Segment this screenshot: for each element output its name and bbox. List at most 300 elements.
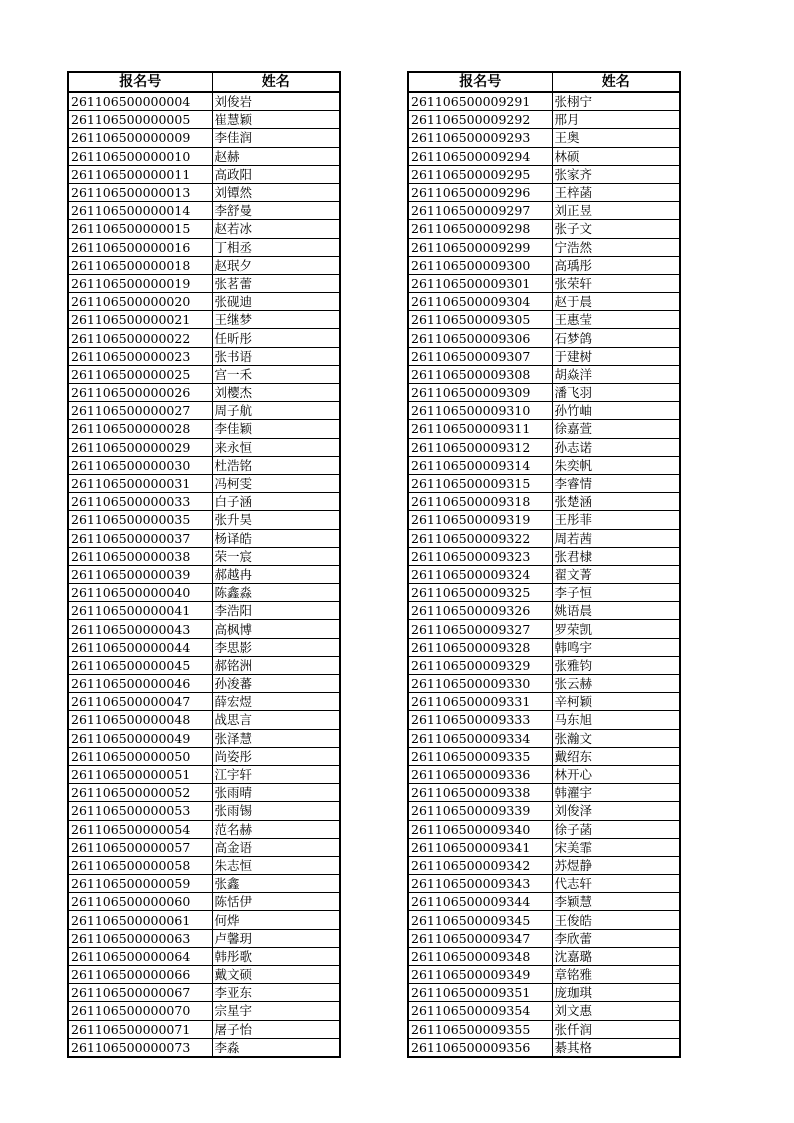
registration-number-cell: 261106500000031 [68,474,212,492]
name-cell: 高政阳 [212,165,340,183]
registration-number-cell: 261106500009348 [408,947,552,965]
registration-number-cell: 261106500009349 [408,966,552,984]
name-cell: 张雨锡 [212,802,340,820]
name-cell: 宗星宇 [212,1002,340,1020]
name-cell: 戴文硕 [212,966,340,984]
table-row [408,1038,680,1057]
registration-number-cell: 261106500000013 [68,183,212,201]
registration-number-cell: 261106500009329 [408,656,552,674]
table-header-row [68,72,340,92]
registration-number-cell: 261106500000071 [68,1020,212,1038]
registration-number-cell: 261106500009324 [408,565,552,583]
name-cell: 刘正昱 [552,202,680,220]
table-row [68,384,340,402]
registration-number-cell: 261106500000022 [68,329,212,347]
table-row [68,620,340,638]
name-cell: 罗荣凯 [552,620,680,638]
roster-table-left [67,71,341,1058]
table-row [68,656,340,674]
name-cell: 李颖慧 [552,893,680,911]
table-row [408,856,680,874]
registration-number-cell: 261106500000038 [68,547,212,565]
name-cell: 白子涵 [212,493,340,511]
name-cell: 崔慧颖 [212,111,340,129]
registration-number-cell: 261106500009333 [408,711,552,729]
registration-number-cell: 261106500000021 [68,311,212,329]
name-cell: 尚姿彤 [212,747,340,765]
registration-number-cell: 261106500009291 [408,92,552,111]
name-cell: 张茗蕾 [212,274,340,292]
registration-number-cell: 261106500000070 [68,1002,212,1020]
table-row [68,565,340,583]
registration-number-cell: 261106500009311 [408,420,552,438]
name-cell: 王奥 [552,129,680,147]
name-cell: 王彤菲 [552,511,680,529]
name-cell: 张瀚文 [552,729,680,747]
registration-number-cell: 261106500009341 [408,838,552,856]
table-row [408,729,680,747]
name-cell: 杜浩铭 [212,456,340,474]
name-cell: 于建树 [552,347,680,365]
table-row [408,893,680,911]
name-cell: 王俊皓 [552,911,680,929]
name-cell: 张荣轩 [552,274,680,292]
name-cell: 孙浚蕃 [212,675,340,693]
registration-number-cell: 261106500000073 [68,1038,212,1057]
table-row [408,656,680,674]
name-cell: 张雅钧 [552,656,680,674]
table-row [68,984,340,1002]
header-registration-number: 报名号 [68,72,212,92]
table-row [68,547,340,565]
name-cell: 李浩阳 [212,602,340,620]
table-row [408,402,680,420]
registration-number-cell: 261106500009328 [408,638,552,656]
table-row [408,438,680,456]
name-cell: 章铭雅 [552,966,680,984]
registration-number-cell: 261106500000011 [68,165,212,183]
registration-number-cell: 261106500009335 [408,747,552,765]
table-row [68,202,340,220]
name-cell: 张泽慧 [212,729,340,747]
table-row [68,529,340,547]
registration-number-cell: 261106500000010 [68,147,212,165]
registration-number-cell: 261106500009306 [408,329,552,347]
registration-number-cell: 261106500000037 [68,529,212,547]
table-row [408,966,680,984]
table-row [408,129,680,147]
name-cell: 韩彤歌 [212,947,340,965]
table-row [408,1020,680,1038]
table-row [68,802,340,820]
name-cell: 戴绍东 [552,747,680,765]
name-cell: 沈嘉璐 [552,947,680,965]
header-registration-number: 报名号 [408,72,552,92]
table-row [68,493,340,511]
registration-number-cell: 261106500009294 [408,147,552,165]
name-cell: 李欣蕾 [552,929,680,947]
table-row [68,693,340,711]
registration-number-cell: 261106500000057 [68,838,212,856]
registration-number-cell: 261106500009296 [408,183,552,201]
table-row [408,711,680,729]
table-row [408,765,680,783]
registration-number-cell: 261106500000043 [68,620,212,638]
name-cell: 张云赫 [552,675,680,693]
table-row [408,802,680,820]
name-cell: 张仟润 [552,1020,680,1038]
table-row [408,784,680,802]
registration-number-cell: 261106500000020 [68,293,212,311]
table-row [68,402,340,420]
name-cell: 李佳润 [212,129,340,147]
registration-number-cell: 261106500000009 [68,129,212,147]
registration-number-cell: 261106500009307 [408,347,552,365]
table-row [408,547,680,565]
name-cell: 潘飞羽 [552,384,680,402]
registration-number-cell: 261106500000063 [68,929,212,947]
name-cell: 刘樱杰 [212,384,340,402]
registration-number-cell: 261106500009325 [408,584,552,602]
table-row [408,602,680,620]
registration-number-cell: 261106500009355 [408,1020,552,1038]
registration-number-cell: 261106500000049 [68,729,212,747]
table-row [408,384,680,402]
registration-number-cell: 261106500000019 [68,274,212,292]
name-cell: 李淼 [212,1038,340,1057]
table-row [68,111,340,129]
name-cell: 张书语 [212,347,340,365]
name-cell: 江宇轩 [212,765,340,783]
registration-number-cell: 261106500009295 [408,165,552,183]
registration-number-cell: 261106500009314 [408,456,552,474]
registration-number-cell: 261106500000028 [68,420,212,438]
table-row [68,129,340,147]
name-cell: 张雨晴 [212,784,340,802]
table-row [68,147,340,165]
registration-number-cell: 261106500000039 [68,565,212,583]
registration-number-cell: 261106500009326 [408,602,552,620]
registration-number-cell: 261106500000005 [68,111,212,129]
name-cell: 刘镡然 [212,183,340,201]
registration-number-cell: 261106500009299 [408,238,552,256]
registration-number-cell: 261106500009304 [408,293,552,311]
name-cell: 来永恒 [212,438,340,456]
registration-number-cell: 261106500009345 [408,911,552,929]
table-row [68,511,340,529]
table-row [408,92,680,111]
name-cell: 杨译皓 [212,529,340,547]
registration-number-cell: 261106500009300 [408,256,552,274]
name-cell: 王梓菡 [552,183,680,201]
roster-body-right [408,92,680,1057]
registration-number-cell: 261106500009292 [408,111,552,129]
name-cell: 韩濯宇 [552,784,680,802]
name-cell: 张子文 [552,220,680,238]
table-row [408,274,680,292]
table-row [68,274,340,292]
name-cell: 战思言 [212,711,340,729]
table-row [408,293,680,311]
table-row [408,238,680,256]
table-row [68,183,340,201]
table-row [68,966,340,984]
name-cell: 王惠莹 [552,311,680,329]
name-cell: 卢馨玥 [212,929,340,947]
name-cell: 辛柯颖 [552,693,680,711]
header-name: 姓名 [552,72,680,92]
registration-number-cell: 261106500000060 [68,893,212,911]
name-cell: 徐嘉萱 [552,420,680,438]
table-row [408,693,680,711]
registration-number-cell: 261106500000044 [68,638,212,656]
name-cell: 綦其格 [552,1038,680,1057]
registration-number-cell: 261106500000004 [68,92,212,111]
name-cell: 刘俊岩 [212,92,340,111]
registration-number-cell: 261106500000053 [68,802,212,820]
name-cell: 冯柯雯 [212,474,340,492]
name-cell: 张家齐 [552,165,680,183]
name-cell: 赵赫 [212,147,340,165]
table-row [408,947,680,965]
table-row [68,293,340,311]
table-row [68,711,340,729]
name-cell: 徐子菡 [552,820,680,838]
registration-number-cell: 261106500000027 [68,402,212,420]
table-row [408,984,680,1002]
registration-number-cell: 261106500009327 [408,620,552,638]
table-row [408,256,680,274]
registration-number-cell: 261106500000033 [68,493,212,511]
registration-number-cell: 261106500009305 [408,311,552,329]
registration-number-cell: 261106500000061 [68,911,212,929]
table-row [68,347,340,365]
roster-body-left [68,92,340,1057]
table-row [68,311,340,329]
table-row [68,165,340,183]
table-row [68,675,340,693]
table-row [68,893,340,911]
table-row [408,220,680,238]
registration-number-cell: 261106500000014 [68,202,212,220]
name-cell: 陈恬伊 [212,893,340,911]
table-row [408,620,680,638]
registration-number-cell: 261106500000030 [68,456,212,474]
name-cell: 宋美霏 [552,838,680,856]
table-row [408,365,680,383]
registration-number-cell: 261106500000040 [68,584,212,602]
table-row [408,911,680,929]
table-row [68,1002,340,1020]
registration-number-cell: 261106500000067 [68,984,212,1002]
table-row [68,838,340,856]
name-cell: 韩鸣宇 [552,638,680,656]
name-cell: 高枫博 [212,620,340,638]
name-cell: 胡焱洋 [552,365,680,383]
registration-number-cell: 261106500009347 [408,929,552,947]
registration-number-cell: 261106500009356 [408,1038,552,1057]
name-cell: 陈鑫淼 [212,584,340,602]
registration-number-cell: 261106500000059 [68,875,212,893]
table-row [408,929,680,947]
name-cell: 刘文惠 [552,1002,680,1020]
table-header-row [408,72,680,92]
registration-number-cell: 261106500009318 [408,493,552,511]
name-cell: 张栩宁 [552,92,680,111]
registration-number-cell: 261106500000046 [68,675,212,693]
name-cell: 李亚东 [212,984,340,1002]
table-row [408,347,680,365]
table-row [68,456,340,474]
table-row [408,493,680,511]
table-row [68,438,340,456]
name-cell: 任昕彤 [212,329,340,347]
table-row [408,511,680,529]
registration-number-cell: 261106500000041 [68,602,212,620]
registration-number-cell: 261106500009344 [408,893,552,911]
table-row [408,747,680,765]
registration-number-cell: 261106500009308 [408,365,552,383]
table-row [68,92,340,111]
name-cell: 张楚涵 [552,493,680,511]
registration-number-cell: 261106500009339 [408,802,552,820]
table-row [68,747,340,765]
name-cell: 朱志恒 [212,856,340,874]
registration-number-cell: 261106500009293 [408,129,552,147]
registration-number-cell: 261106500000051 [68,765,212,783]
table-row [408,165,680,183]
name-cell: 邢月 [552,111,680,129]
name-cell: 李睿情 [552,474,680,492]
table-row [68,365,340,383]
table-row [68,220,340,238]
table-row [408,875,680,893]
table-row [408,420,680,438]
roster-table-right [407,71,681,1058]
name-cell: 王继梦 [212,311,340,329]
registration-number-cell: 261106500000045 [68,656,212,674]
name-cell: 宁浩然 [552,238,680,256]
registration-number-cell: 261106500000054 [68,820,212,838]
table-row [68,1020,340,1038]
registration-number-cell: 261106500000050 [68,747,212,765]
table-row [68,1038,340,1057]
name-cell: 屠子怡 [212,1020,340,1038]
registration-number-cell: 261106500000015 [68,220,212,238]
table-row [68,929,340,947]
table-row [68,820,340,838]
name-cell: 郝越冉 [212,565,340,583]
registration-number-cell: 261106500000066 [68,966,212,984]
table-row [408,474,680,492]
registration-number-cell: 261106500000047 [68,693,212,711]
name-cell: 荣一宸 [212,547,340,565]
registration-number-cell: 261106500009334 [408,729,552,747]
registration-number-cell: 261106500009301 [408,274,552,292]
name-cell: 周若茜 [552,529,680,547]
table-row [68,875,340,893]
name-cell: 孙竹岫 [552,402,680,420]
name-cell: 姚语晨 [552,602,680,620]
registration-number-cell: 261106500000018 [68,256,212,274]
name-cell: 李思影 [212,638,340,656]
registration-number-cell: 261106500009342 [408,856,552,874]
table-row [408,456,680,474]
name-cell: 苏煜静 [552,856,680,874]
registration-number-cell: 261106500009330 [408,675,552,693]
name-cell: 张君棣 [552,547,680,565]
table-row [68,729,340,747]
name-cell: 宫一禾 [212,365,340,383]
registration-number-cell: 261106500009354 [408,1002,552,1020]
table-row [68,329,340,347]
table-row [68,238,340,256]
name-cell: 赵珉夕 [212,256,340,274]
name-cell: 石梦鸽 [552,329,680,347]
registration-number-cell: 261106500009340 [408,820,552,838]
name-cell: 郝铭洲 [212,656,340,674]
name-cell: 赵若冰 [212,220,340,238]
name-cell: 林开心 [552,765,680,783]
name-cell: 何烨 [212,911,340,929]
registration-number-cell: 261106500009331 [408,693,552,711]
table-row [408,638,680,656]
table-row [408,311,680,329]
registration-number-cell: 261106500000023 [68,347,212,365]
name-cell: 张砚迪 [212,293,340,311]
registration-number-cell: 261106500000064 [68,947,212,965]
table-row [408,565,680,583]
name-cell: 朱奕帆 [552,456,680,474]
registration-number-cell: 261106500009312 [408,438,552,456]
registration-number-cell: 261106500009351 [408,984,552,1002]
table-row [68,584,340,602]
registration-number-cell: 261106500009319 [408,511,552,529]
table-row [408,529,680,547]
table-row [68,420,340,438]
name-cell: 赵于晨 [552,293,680,311]
registration-number-cell: 261106500009322 [408,529,552,547]
table-row [408,111,680,129]
header-name: 姓名 [212,72,340,92]
name-cell: 庞珈琪 [552,984,680,1002]
name-cell: 薛宏煜 [212,693,340,711]
name-cell: 翟文菁 [552,565,680,583]
name-cell: 代志轩 [552,875,680,893]
name-cell: 周子航 [212,402,340,420]
registration-number-cell: 261106500000029 [68,438,212,456]
table-row [68,911,340,929]
registration-number-cell: 261106500000058 [68,856,212,874]
registration-number-cell: 261106500009336 [408,765,552,783]
registration-number-cell: 261106500009338 [408,784,552,802]
name-cell: 张升昊 [212,511,340,529]
table-row [408,584,680,602]
registration-number-cell: 261106500000025 [68,365,212,383]
table-row [408,820,680,838]
registration-number-cell: 261106500000048 [68,711,212,729]
table-row [68,474,340,492]
name-cell: 孙志诺 [552,438,680,456]
registration-number-cell: 261106500009298 [408,220,552,238]
registration-number-cell: 261106500000016 [68,238,212,256]
name-cell: 马东旭 [552,711,680,729]
name-cell: 李佳颖 [212,420,340,438]
registration-number-cell: 261106500009343 [408,875,552,893]
registration-number-cell: 261106500000052 [68,784,212,802]
table-row [408,202,680,220]
registration-number-cell: 261106500000035 [68,511,212,529]
